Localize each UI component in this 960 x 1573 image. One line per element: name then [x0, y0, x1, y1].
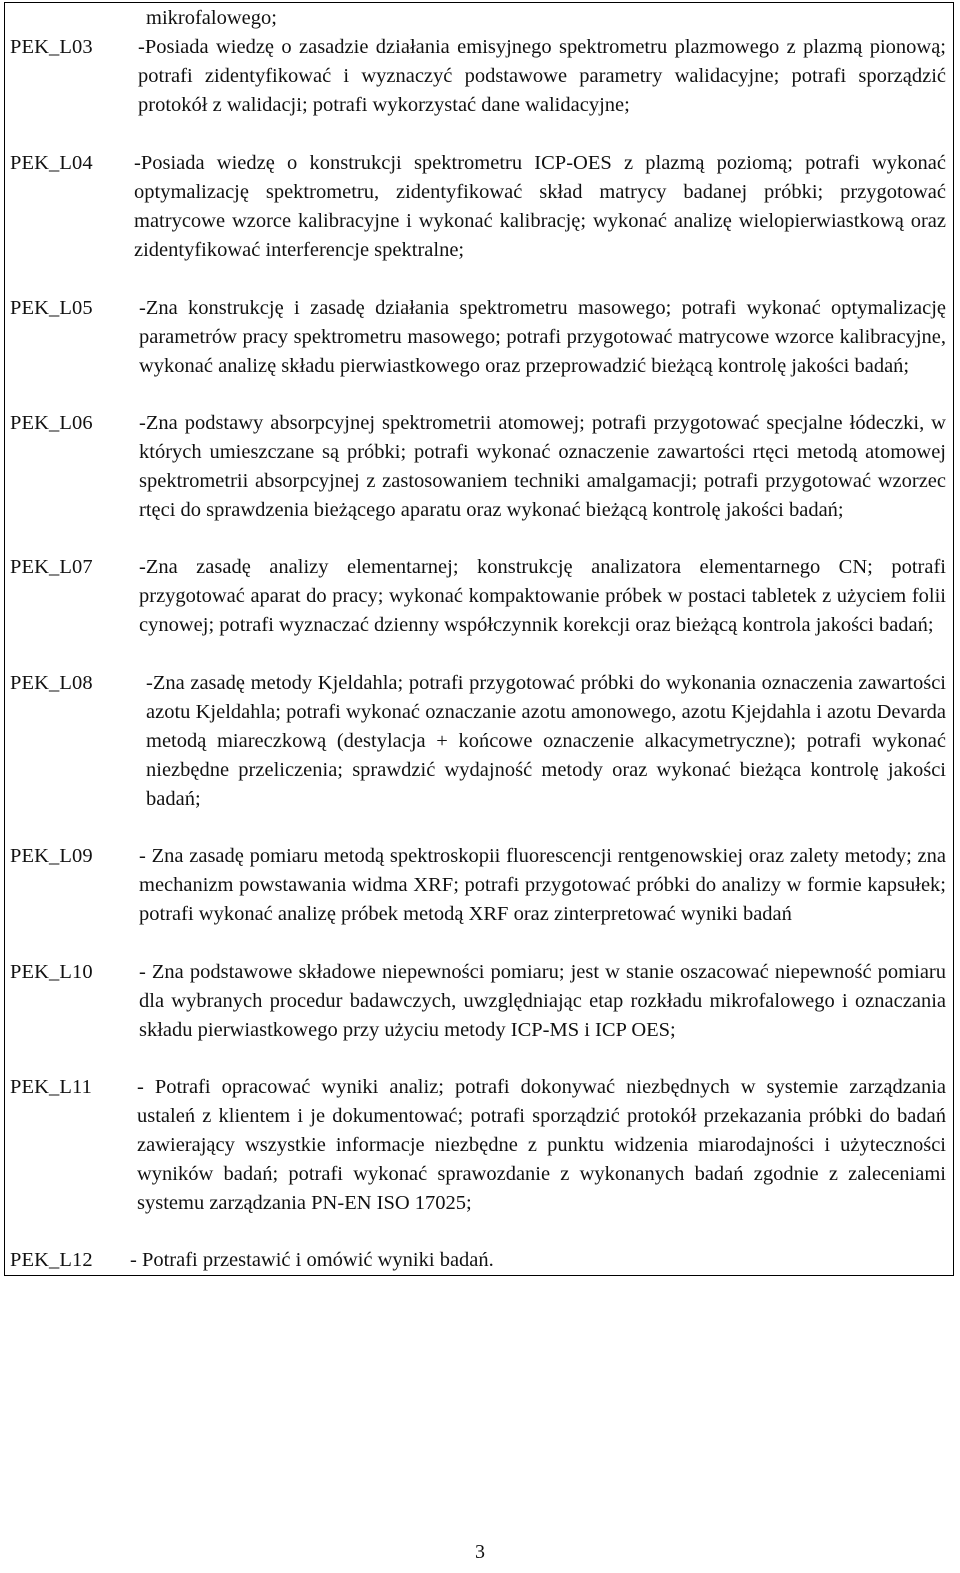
item-text: -Zna zasadę metody Kjeldahla; potrafi przygotować próbki do wykonania oznaczenia zawartości azotu Kjeldahla; potrafi wykonać oznaczanie azotu amonowego, azotu Kjejdahla i azotu Devarda metodą miareczkową (destylacja + końcowe oznaczenie alkacymetryczne); potrafi wykonać niezbędne przeliczenia; sprawdzić wydajność metody oraz wykonać bieżąca kontrolę jakości badań; — [146, 672, 946, 810]
item-text: - Potrafi przestawić i omówić wyniki badań. — [130, 1249, 494, 1271]
item-code: PEK_L07 — [10, 556, 93, 578]
item-text: -Posiada wiedzę o zasadzie działania emisyjnego spektrometru plazmowego z plazmą pionową; potrafi zidentyfikować i wyznaczyć podstawowe parametry walidacyjne; potrafi sporządzić protokół z walidacji; potrafi wykorzystać dane walidacyjne; — [138, 36, 946, 116]
item-code: PEK_L06 — [10, 412, 93, 434]
item-text: - Potrafi opracować wyniki analiz; potrafi dokonywać niezbędnych w systemie zarządzania ustaleń z klientem i je dokumentować; potrafi sporządzić protokół przekazania próbki do badań zawierający wszystkie informacje niezbędne z punktu widzenia miarodajności i użyteczności wyników badań; potrafi wykonać sprawozdanie z wykonanych badań zgodnie z zaleceniami systemu zarządzania PN-EN ISO 17025; — [137, 1076, 946, 1214]
item-code: PEK_L11 — [10, 1076, 92, 1098]
item-code: PEK_L04 — [10, 152, 93, 174]
item-text: -Posiada wiedzę o konstrukcji spektrometru ICP-OES z plazmą poziomą; potrafi wykonać optymalizację spektrometru, zidentyfikować skład matrycy badanej próbki; przygotować matrycowe wzorce kalibracyjne i wykonać kalibrację; wykonać analizę wielopierwiastkową oraz zidentyfikować interferencje spektralne; — [134, 152, 946, 261]
item-code: PEK_L05 — [10, 297, 93, 319]
item-text: -Zna podstawy absorpcyjnej spektrometrii atomowej; potrafi przygotować specjalne łódeczki, w których umieszczane są próbki; potrafi wykonać oznaczenie zawartości rtęci metodą atomowej spektrometrii absorpcyjnej z zastosowaniem techniki amalgamacji; potrafi przygotować wzorzec rtęci do sprawdzenia bieżącego aparatu oraz wykonać bieżącą kontrolę jakości badań; — [139, 412, 946, 521]
item-code: PEK_L12 — [10, 1249, 93, 1271]
item-code: PEK_L03 — [10, 36, 93, 58]
item-code: PEK_L09 — [10, 845, 93, 867]
item-code: PEK_L10 — [10, 961, 93, 983]
item-text: -Zna zasadę analizy elementarnej; konstrukcję analizatora elementarnego CN; potrafi przygotować aparat do pracy; wykonać kompaktowanie próbek w postaci tabletek z użyciem folii cynowej; potrafi wyznaczać dzienny współczynnik korekcji oraz bieżącą kontrola jakości badań; — [139, 556, 946, 636]
page-number: 3 — [475, 1541, 485, 1563]
item-text: mikrofalowego; — [146, 7, 277, 29]
item-text: - Zna podstawowe składowe niepewności pomiaru; jest w stanie oszacować niepewność pomiaru dla wybranych procedur badawczych, uwzględniając etap rozkładu mikrofalowego i oznaczania składu pierwiastkowego przy użyciu metody ICP-MS i ICP OES; — [139, 961, 946, 1041]
item-code: PEK_L08 — [10, 672, 93, 694]
item-text: -Zna konstrukcję i zasadę działania spektrometru masowego; potrafi wykonać optymalizację parametrów pracy spektrometru masowego; potrafi przygotować matrycowe wzorce kalibracyjne, wykonać analizę składu pierwiastkowego oraz przeprowadzić bieżącą kontrolę jakości badań; — [139, 297, 946, 377]
item-text: - Zna zasadę pomiaru metodą spektroskopii fluorescencji rentgenowskiej oraz zalety metody; zna mechanizm powstawania widma XRF; potrafi przygotować próbki do analizy w formie kapsułek; potrafi wykonać analizę próbek metodą XRF oraz zinterpretować wyniki badań — [139, 845, 946, 925]
